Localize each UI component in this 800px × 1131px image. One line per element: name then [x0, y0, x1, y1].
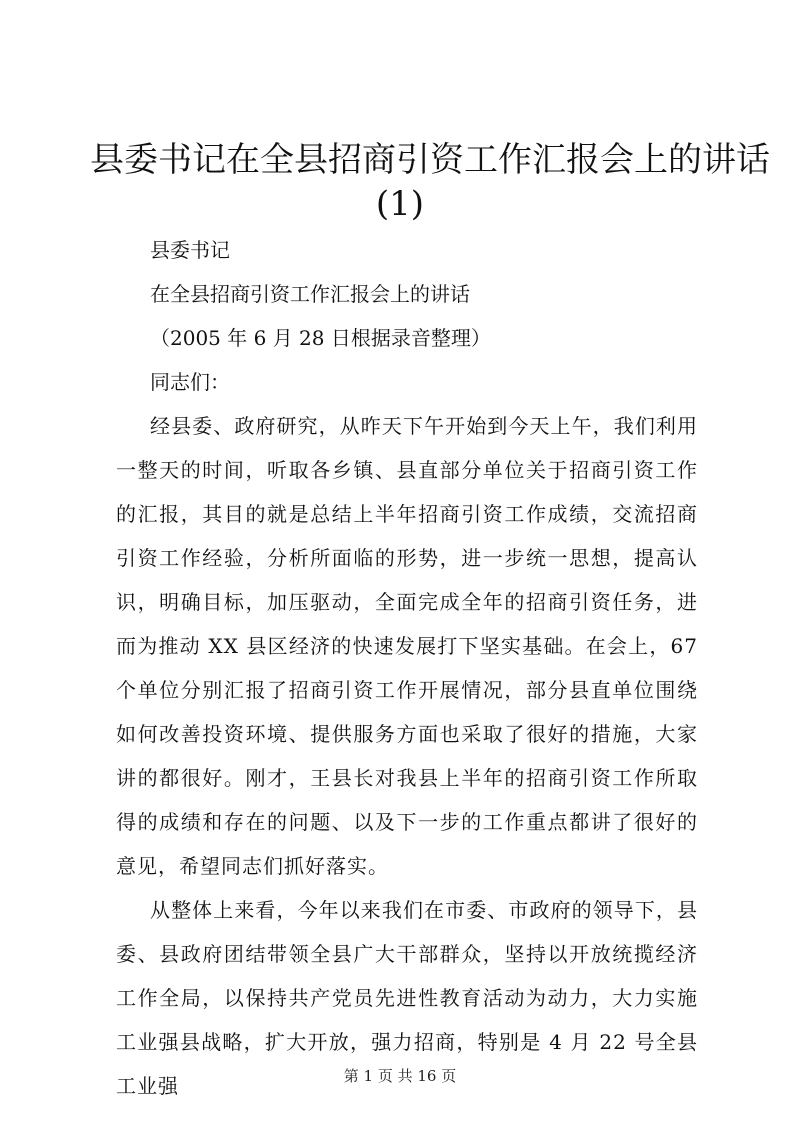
page-footer: 第 1 页 共 16 页 — [343, 1067, 457, 1085]
document-body — [116, 228, 698, 1108]
paragraph-1: 经县委、政府研究，从昨天下午开始到今天上午，我们利用一整天的时间，听取各乡镇、县直部分单位关于招商引资工作的汇报，其目的就是总结上半年招商引资工作成绩，交流招商引资工作经验，分析所面临的形势，进一步统一思想，提高认识，明确目标，加压驱动，全面完成全年的招商引资任务，进而为推动 XX 县区经济的快速发展打下坚实基础。在会上，67 个单位分别汇报了招商引资工作开展情况，部分县直单位围绕如何改善投资环境、提供服务方面也采取了很好的措施，大家讲的都很好。刚才，王县长对我县上半年的招商引资工作所取得的成绩和存在的问题、以及下一步的工作重点都讲了很好的意见，希望同志们抓好落实。 — [116, 414, 698, 878]
salutation: 同志们： — [150, 370, 230, 394]
title-line-1: 县委书记在全县招商引资工作汇报会上的讲话 — [90, 140, 770, 180]
paragraph-2: 从整体上来看，今年以来我们在市委、市政府的领导下，县委、县政府团结带领全县广大干部群众，坚持以开放统揽经济工作全局，以保持共产党员先进性教育活动为动力，大力实施工业强县战略，扩大开放，强力招商，特别是 4 月 22 号全县工业强 — [116, 898, 698, 1098]
title-line-2: (1) — [375, 184, 425, 224]
document-title — [90, 138, 770, 226]
speaker-line: 县委书记 — [150, 238, 230, 262]
date-note: （2005 年 6 月 28 日根据录音整理） — [150, 326, 491, 350]
speech-subtitle: 在全县招商引资工作汇报会上的讲话 — [150, 282, 470, 306]
